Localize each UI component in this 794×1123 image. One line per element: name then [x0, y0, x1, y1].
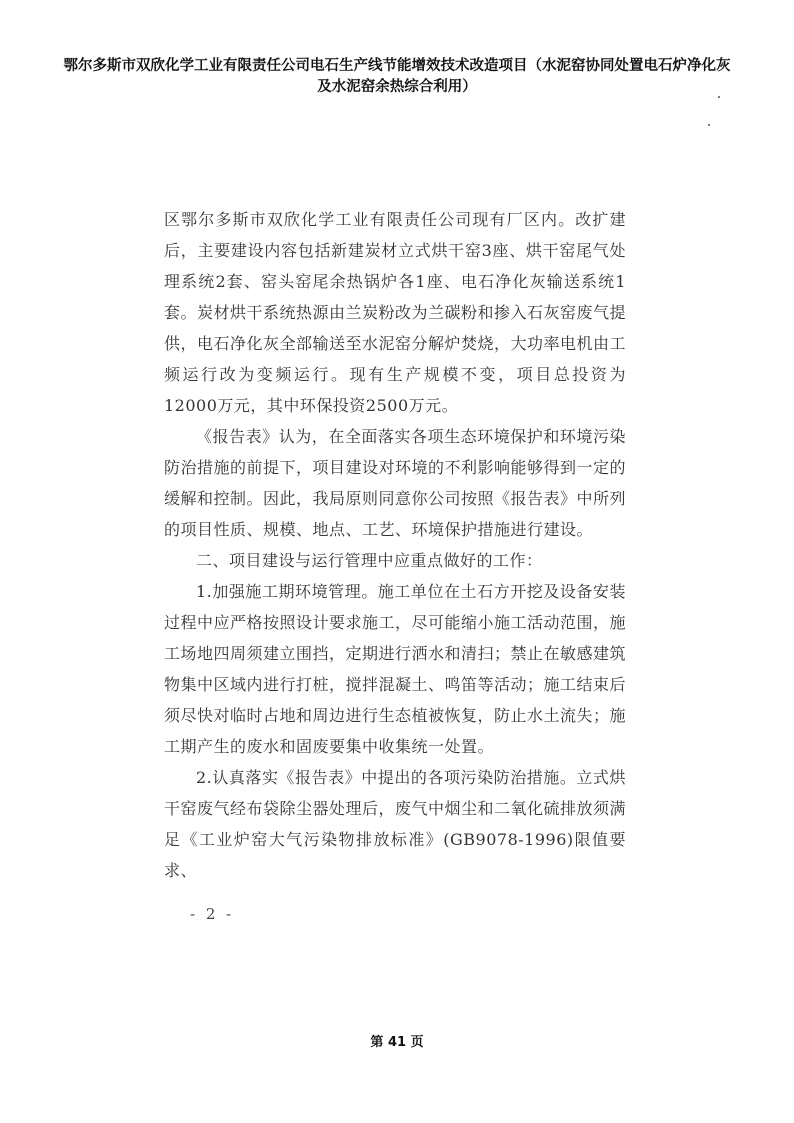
paragraph-1: 区鄂尔多斯市双欣化学工业有限责任公司现有厂区内。改扩建后，主要建设内容包括新建炭材立式烘干窑3座、烘干窑尾气处理系统2套、窑头窑尾余热锅炉各1座、电石净化灰输送系统1套。炭材烘干系统热源由兰炭粉改为兰碳粉和掺入石灰窑废气提供，电石净化灰全部输送至水泥窑分解炉焚烧，大功率电机由工频运行改为变频运行。现有生产规模不变，项目总投资为12000万元，其中环保投资2500万元。 [164, 210, 627, 415]
header-line-2: 及水泥窑余热综合利用） [317, 79, 477, 95]
scan-speck [708, 124, 710, 126]
document-body [164, 204, 626, 886]
paragraph-item-1: 1.加强施工期环境管理。施工单位在土石方开挖及设备安装过程中应严格按照设计要求施工，尽可能缩小施工活动范围，施工场地四周须建立围挡，定期进行洒水和清扫；禁止在敏感建筑物集中区域内进行打桩，搅拌混凝土、鸣笛等活动；施工结束后须尽快对临时占地和周边进行生态植被恢复，防止水土流失；施工期产生的废水和固废要集中收集统一处置。 [164, 582, 627, 756]
header-line-1: 鄂尔多斯市双欣化学工业有限责任公司电石生产线节能增效技术改造项目（水泥窑协同处置电石炉净化灰 [63, 58, 731, 74]
document-header [40, 56, 754, 98]
section-heading: 二、项目建设与运行管理中应重点做好的工作： [196, 551, 543, 570]
page-number: - 2 - [190, 905, 235, 923]
scan-speck [718, 96, 720, 98]
paragraph-2: 《报告表》认为，在全面落实各项生态环境保护和环境污染防治措施的前提下，项目建设对环境的不利影响能够得到一定的缓解和控制。因此，我局原则同意你公司按照《报告表》中所列的项目性质、规模、地点、工艺、环境保护措施进行建设。 [164, 427, 627, 539]
footer-page-label: 第 41 页 [370, 1035, 424, 1050]
paragraph-item-2: 2.认真落实《报告表》中提出的各项污染防治措施。立式烘干窑废气经布袋除尘器处理后，废气中烟尘和二氧化硫排放须满足《工业炉窑大气污染物排放标准》(GB9078-1996)限值要求、 [164, 768, 627, 880]
